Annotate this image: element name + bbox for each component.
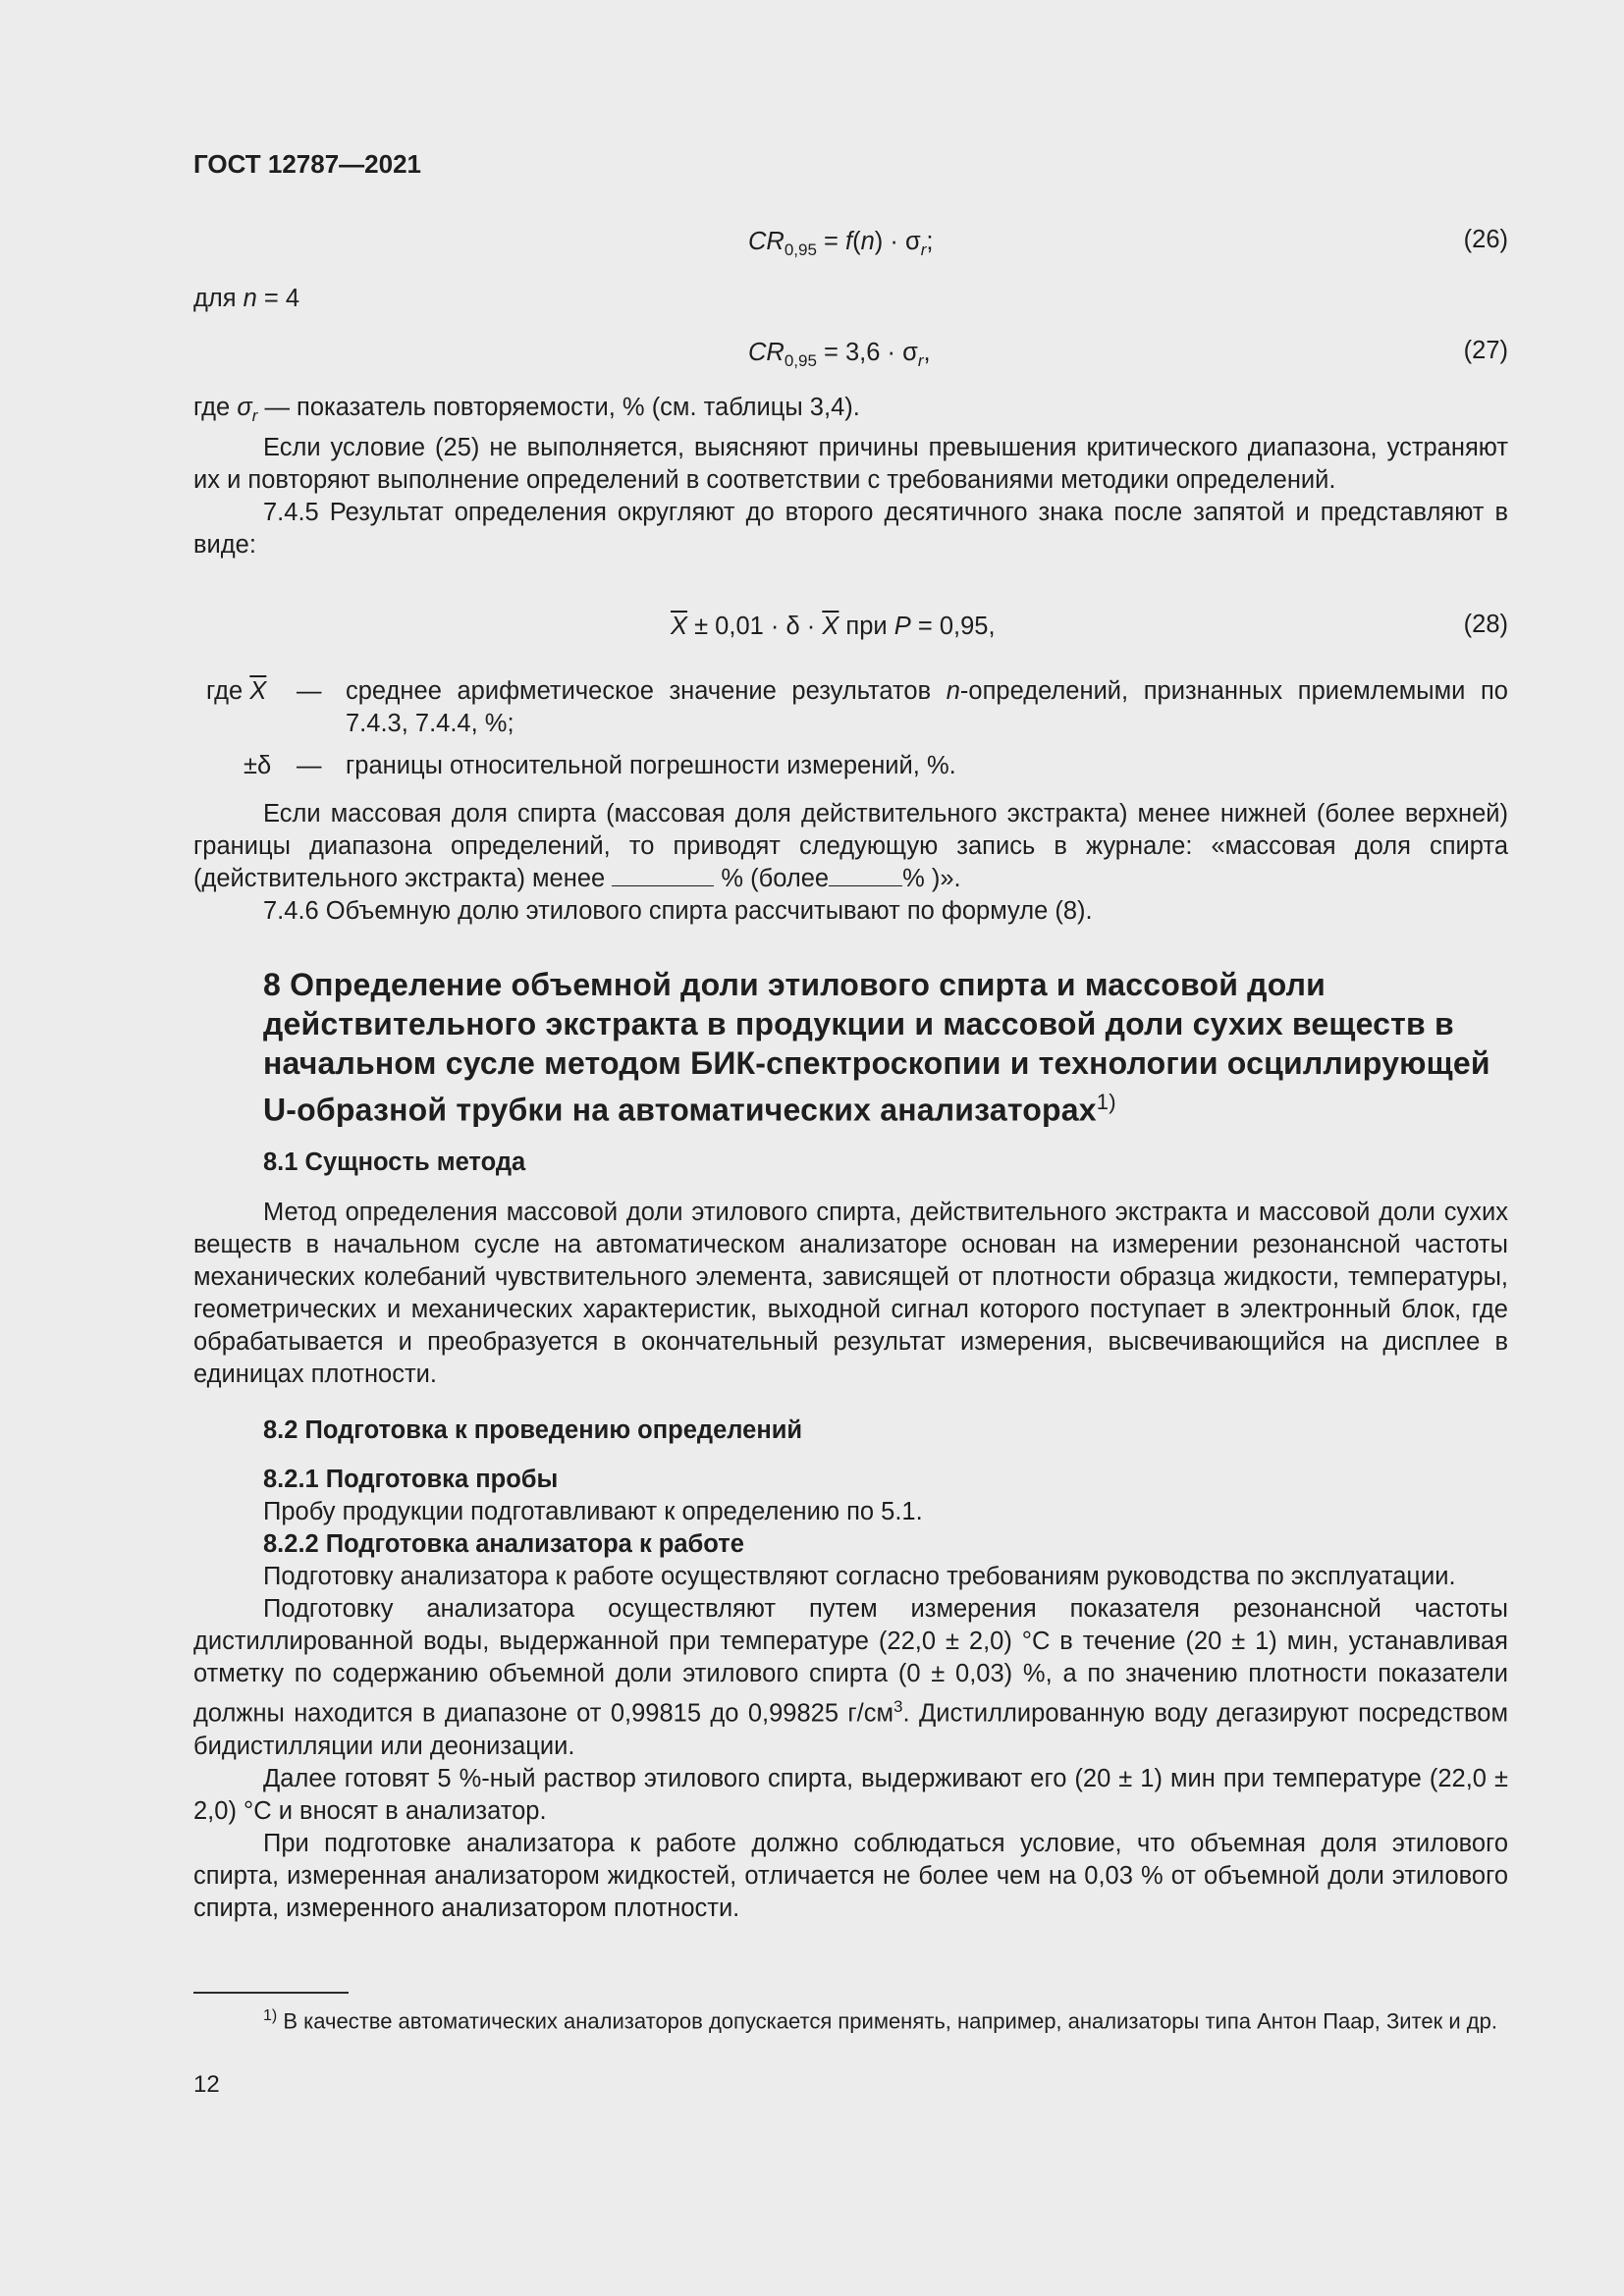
document-code: ГОСТ 12787—2021 <box>193 149 421 179</box>
blank-line <box>612 864 714 886</box>
paragraph-8-2-2-a: Подготовку анализатора к работе осуществляют согласно требованиям руководства по эксплуатации. <box>263 1563 1456 1590</box>
formula-28: $\overline{X} \pm 0,01 \cdot \delta \cdot \overline{X}$ при P = 0,95, <box>671 613 996 640</box>
footnote-rule <box>193 1992 349 1994</box>
text-block-1 <box>193 392 1508 561</box>
definition-delta-dash: — <box>297 752 322 779</box>
definition-delta-symbol: ±δ <box>244 752 272 779</box>
paragraph-8-2-2-c: Далее готовят 5 %-ный раствор этилового спирта, выдерживают его (20 ± 1) мин при температуре (22,0 ± 2,0) °С и вносят в анализатор. <box>193 1764 1508 1825</box>
paragraph-7-4-5: 7.4.5 Результат определения округляют до второго десятичного знака после запятой и представляют в виде: <box>193 499 1508 560</box>
paragraph-8-2-1: Пробу продукции подготавливают к определению по 5.1. <box>263 1498 923 1525</box>
paragraph-journal-record: Если массовая доля спирта (массовая доля действительного экстракта) менее нижней (более верхней) границы диапазона определений, то приводят следующую запись в журнале: «массовая доля спирта (действительного экстракта) менее % (более % )». <box>193 800 1508 892</box>
definition-delta-text: границы относительной погрешности измерений, %. <box>346 752 956 779</box>
subsection-8-2-2-heading: 8.2.2 Подготовка анализатора к работе <box>263 1530 744 1558</box>
text-block-8-2 <box>193 1464 1508 1925</box>
paragraph-8-2-2-d: При подготовке анализатора к работе должно соблюдаться условие, что объемная доля этилового спирта, измеренная анализатором жидкостей, отличается не более чем на 0,03 % от объемной доли этилового спирта, измеренного анализатором плотности. <box>193 1829 1508 1922</box>
blank-line <box>829 864 902 886</box>
section-8-heading: 8 Определение объемной доли этилового спирта и массовой доли действительного экстракта в продукции и массовой доли сухих веществ в начальном сусле методом БИК-спектроскопии и технологии осциллирующей U-образной трубки на автоматических анализаторах$^{1)}$ <box>263 967 1490 1128</box>
where-sigma: где $\sigma_r$ — показатель повторяемости, % (см. таблицы 3,4). <box>193 394 860 426</box>
formula-26: $CR_{0,95} = f(n) \cdot \sigma_r$; <box>748 228 934 260</box>
subsection-8-1-heading: 8.1 Сущность метода <box>263 1148 526 1176</box>
definition-x-dash: — <box>297 677 322 705</box>
condition-n: для n = 4 <box>193 285 300 312</box>
footnote: $^{1)}$ В качестве автоматических анализаторов допускается применять, например, анализаторы типа Антон Паар, Зитек и др. <box>263 2007 1497 2034</box>
page-number: 12 <box>193 2071 220 2098</box>
formula-27: $CR_{0,95} = 3,6 \cdot \sigma_r$, <box>748 339 931 371</box>
subsection-8-2-heading: 8.2 Подготовка к проведению определений <box>263 1416 803 1444</box>
paragraph-8-2-2-b: Подготовку анализатора осуществляют путем измерения показателя резонансной частоты дистиллированной воды, выдержанной при температуре (22,0 ± 2,0) °С в течение (20 ± 1) мин, устанавливая отметку по содержанию объемной доли этилового спирта (0 ± 0,03) %, а по значению плотности показатели должны находится в диапазоне от 0,99815 до 0,99825 $г/см^3$. Дистиллированную воду дегазируют посредством бидистилляции или деонизации. <box>193 1595 1508 1760</box>
subsection-8-2-1-heading: 8.2.1 Подготовка пробы <box>263 1466 559 1493</box>
text-block-8-1 <box>193 1197 1508 1391</box>
equation-number-28: (28) <box>1463 611 1508 638</box>
definition-x-text: среднее арифметическое значение результатов n-определений, признанных приемлемыми по 7.4.3, 7.4.4, %; <box>346 677 1508 737</box>
paragraph-condition-25: Если условие (25) не выполняется, выясняют причины превышения критического диапазона, устраняют их и повторяют выполнение определений в соответствии с требованиями методики определений. <box>193 434 1508 495</box>
equation-number-26: (26) <box>1463 226 1508 253</box>
text-block-2 <box>193 798 1508 928</box>
paragraph-7-4-6: 7.4.6 Объемную долю этилового спирта рассчитывают по формуле (8). <box>263 897 1093 925</box>
equation-number-27: (27) <box>1463 337 1508 364</box>
paragraph-8-1: Метод определения массовой доли этилового спирта, действительного экстракта и массовой доли сухих веществ в начальном сусле на автоматическом анализаторе основан на измерении резонансной частоты механических колебаний чувствительного элемента, зависящей от плотности образца жидкости, температуры, геометрических и механических характеристик, выходной сигнал которого поступает в электронный блок, где обрабатывается и преобразуется в окончательный результат измерения, высвечивающийся на дисплее в единицах плотности. <box>193 1199 1508 1388</box>
definition-x-symbol: где $\overline{X}$ <box>206 677 267 705</box>
